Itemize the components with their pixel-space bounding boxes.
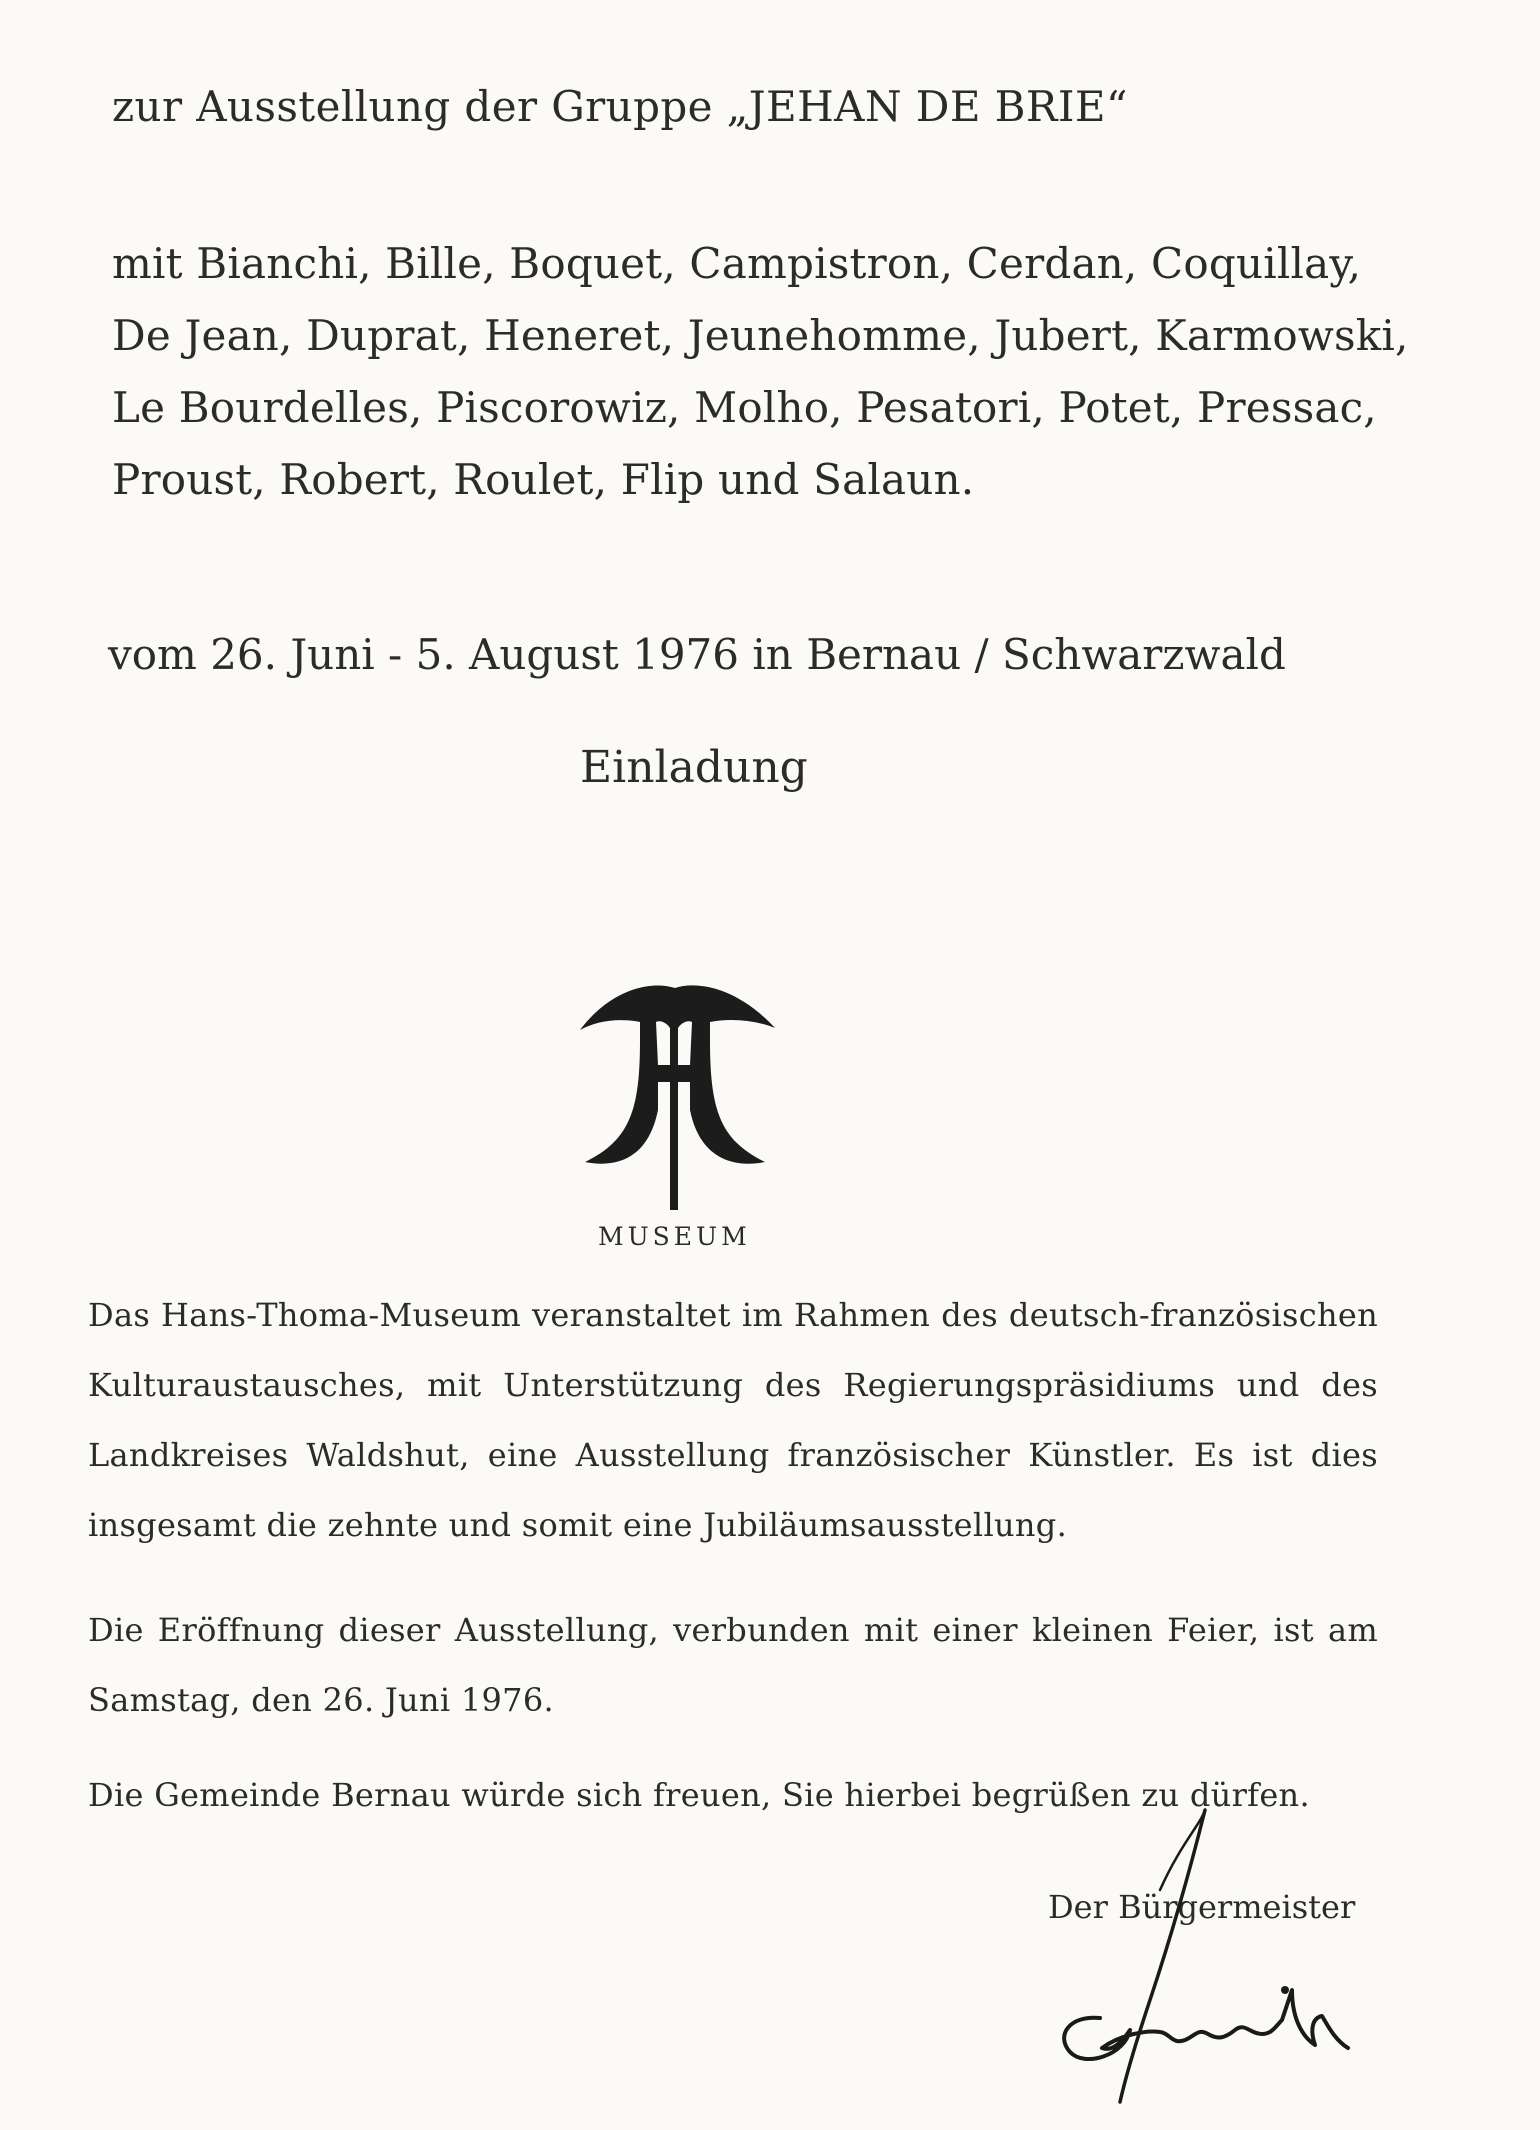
mayor-title: Der Bürgermeister <box>1048 1888 1356 1926</box>
paragraph-welcome: Die Gemeinde Bernau würde sich freuen, Sie hierbei begrüßen zu dürfen. <box>88 1776 1310 1814</box>
exhibition-heading: zur Ausstellung der Gruppe „JEHAN DE BRIE“ <box>112 82 1128 131</box>
invitation-title: Einladung <box>580 742 808 793</box>
artist-line: Proust, Robert, Roulet, Flip und Salaun. <box>112 455 975 504</box>
exhibition-dates: vom 26. Juni - 5. August 1976 in Bernau / Schwarzwald <box>108 630 1286 679</box>
artist-list <box>112 228 1442 516</box>
artist-line: De Jean, Duprat, Heneret, Jeunehomme, Jubert, Karmowski, <box>112 311 1409 360</box>
handwritten-signature-icon <box>1030 1790 1360 2110</box>
artist-line: Le Bourdelles, Piscorowiz, Molho, Pesatori, Potet, Pressac, <box>112 383 1377 432</box>
artist-line: mit Bianchi, Bille, Boquet, Campistron, Cerdan, Coquillay, <box>112 239 1362 288</box>
museum-label: MUSEUM <box>598 1222 751 1251</box>
paragraph-museum: Das Hans-Thoma-Museum veranstaltet im Rahmen des deutsch-französischen Kulturaustausches, mit Unterstützung des Regierungspräsidiums und des Landkreises Waldshut, eine Ausstellung französischer Künstler. Es ist dies insgesamt die zehnte und somit eine Jubiläumsausstellung. <box>88 1296 1378 1544</box>
paragraph-opening: Die Eröffnung dieser Ausstellung, verbunden mit einer kleinen Feier, ist am Samstag, den 26. Juni 1976. <box>88 1611 1378 1719</box>
hans-thoma-museum-monogram-icon <box>570 970 780 1215</box>
